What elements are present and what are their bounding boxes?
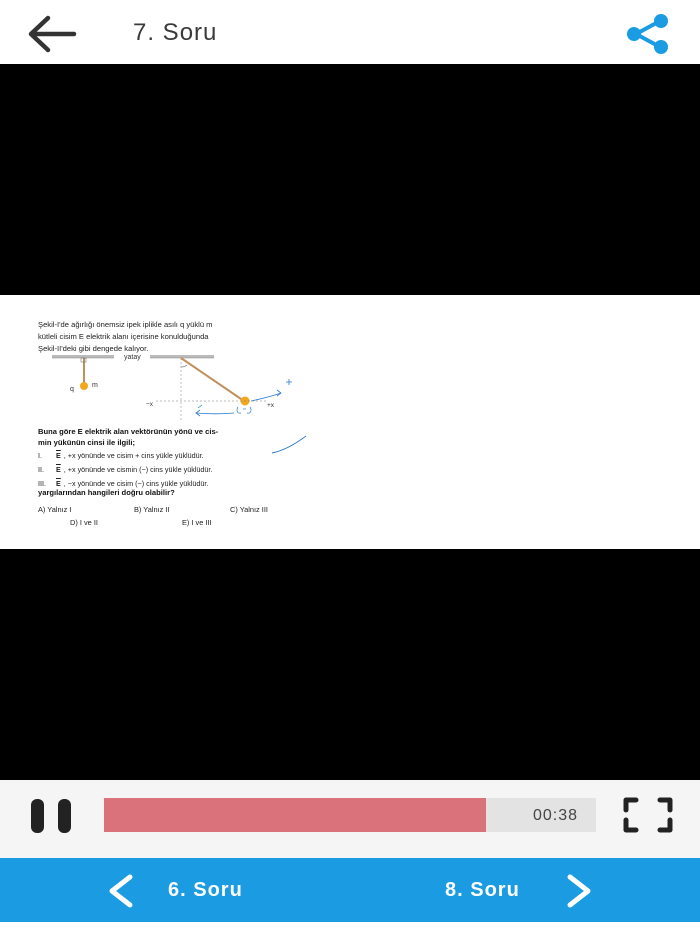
progress-fill <box>104 798 486 832</box>
statement-2: II. $\overline{E}$ , +x yönünde ve cismin (−) cins yükle yüklüdür. <box>38 465 213 474</box>
page-title: 7. Soru <box>133 19 218 46</box>
video-player[interactable] <box>0 64 700 780</box>
mass-label: m <box>92 382 98 389</box>
statement-3: III. $\overline{E}$ , −x yönünde ve cisim (−) cins yükle yüklüdür. <box>38 479 209 488</box>
question-nav-bar <box>0 858 700 922</box>
option-e: E) I ve III <box>182 518 212 527</box>
question-frame <box>0 295 700 549</box>
fullscreen-button[interactable] <box>622 796 674 834</box>
prev-question-label: 6. Soru <box>168 879 243 901</box>
question-ask: yargılarından hangileri doğru olabilir? <box>38 488 175 497</box>
arrow-left-icon <box>22 12 82 56</box>
pendulum-diagram <box>38 351 313 429</box>
time-display: 00:38 <box>532 807 578 824</box>
share-button[interactable] <box>622 12 672 56</box>
progress-bar[interactable] <box>104 798 596 832</box>
player-controls <box>0 780 700 858</box>
pause-button[interactable] <box>31 799 75 833</box>
handwritten-mark <box>270 433 310 457</box>
question-stem: Buna göre E elektrik alan vektörünün yönü ve cis- min yükünün cinsi ile ilgili; <box>38 427 219 447</box>
prev-question-button[interactable] <box>100 858 300 922</box>
option-d: D) I ve II <box>70 518 98 527</box>
chevron-right-icon <box>564 874 596 908</box>
option-b: B) Yalnız II <box>134 505 170 514</box>
chevron-left-icon <box>104 874 136 908</box>
plus-x-label: +x <box>267 402 275 409</box>
fullscreen-icon <box>622 796 674 834</box>
next-question-label: 8. Soru <box>445 879 520 901</box>
app-header <box>0 0 700 64</box>
option-c: C) Yalnız III <box>230 505 268 514</box>
charge-label: q <box>70 386 74 393</box>
question-intro: Şekil-I'de ağırlığı önemsiz ipek iplikle asılı q yüklü m kütleli cisim E elektrik alanı içerisine konulduğunda Şekil-II'deki gibi dengede kalıyor. <box>38 320 213 353</box>
back-button[interactable] <box>22 12 82 56</box>
next-question-button[interactable] <box>430 858 630 922</box>
share-icon <box>622 12 672 56</box>
minus-x-label: −x <box>146 401 154 408</box>
option-a: A) Yalnız I <box>38 505 72 514</box>
yatay-label: yatay <box>124 354 141 361</box>
statement-1: I. $\overline{E}$ , +x yönünde ve cisim + cins yükle yüklüdür. <box>38 451 204 460</box>
bottom-strip <box>0 922 700 934</box>
